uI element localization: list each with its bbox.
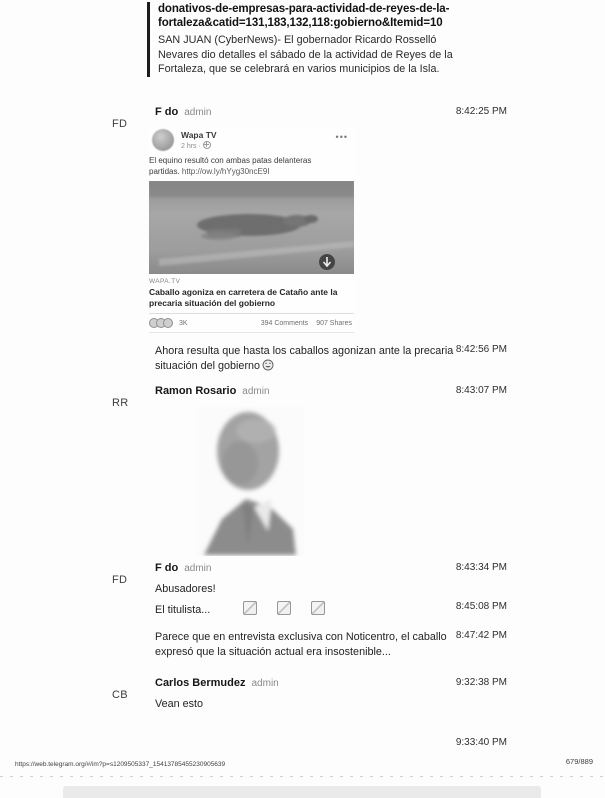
scan-edge-strip xyxy=(63,786,541,798)
sender-name: Carlos Bermudez xyxy=(155,677,246,689)
message-header xyxy=(155,562,211,574)
message-text xyxy=(155,601,325,618)
reaction-count: 3K xyxy=(179,319,188,327)
comments-count: 394 Comments xyxy=(260,319,309,327)
sender-role: admin xyxy=(251,678,279,689)
timestamp: 8:43:07 PM xyxy=(455,385,507,396)
avatar: FD xyxy=(112,574,128,586)
missing-emoji-box-icon xyxy=(243,601,257,615)
timestamp: 8:47:42 PM xyxy=(455,630,507,641)
avatar: CB xyxy=(112,689,128,701)
sender-name: F do xyxy=(155,562,179,574)
avatar: RR xyxy=(112,397,129,409)
wapa-tv-avatar xyxy=(152,129,174,151)
globe-icon xyxy=(203,141,211,149)
sender-role: admin xyxy=(184,107,212,118)
facebook-post-header xyxy=(149,127,354,154)
facebook-post-text xyxy=(149,156,344,177)
message-text: Vean esto xyxy=(155,698,204,710)
message-body: El titulista... xyxy=(155,604,211,616)
comments-shares xyxy=(261,320,352,327)
facebook-post-stats xyxy=(149,313,354,333)
avatar: FD xyxy=(112,118,128,130)
facebook-link-source: WAPA.TV xyxy=(149,278,181,285)
sender-name: F do xyxy=(155,106,179,118)
article-url-fragment: donativos-de-empresas-para-actividad-de-reyes-de-la-fortaleza&catid=131,183,132,118:gobierno&Itemid=10 xyxy=(158,3,450,29)
message-text: Parece que en entrevista exclusiva con Noticentro, el caballo expresó que la situación actual era insostenible... xyxy=(155,631,447,658)
message-text: Abusadores! xyxy=(155,583,216,595)
sender-name: Ramon Rosario xyxy=(155,385,237,397)
facebook-post-meta xyxy=(181,141,211,150)
print-footer-url: https://web.telegram.org/#/im?p=s1209505337_15413785455230905639 xyxy=(15,761,226,768)
post-text: El equino resultó con ambas patas delanteras partidas. xyxy=(149,156,312,176)
shares-count: 907 Shares xyxy=(316,319,352,327)
post-menu-dots-icon[interactable]: ••• xyxy=(335,132,348,142)
laughing-emoji-icon xyxy=(262,359,274,376)
article-summary: SAN JUAN (CyberNews)- El gobernador Ricardo Rosselló Nevares dio detalles el sábado de la actividad de Reyes de la Fortaleza, que se celebrará en varios municipios de la Isla. xyxy=(158,34,453,75)
facebook-link-headline: Caballo agoniza en carretera de Cataño ante la precaria situación del gobierno xyxy=(149,287,338,308)
timestamp: 9:33:40 PM xyxy=(455,737,507,748)
timestamp: 8:42:56 PM xyxy=(455,344,507,355)
timestamp: 8:43:34 PM xyxy=(455,562,507,573)
reaction-icons xyxy=(149,318,170,328)
missing-emoji-box-icon xyxy=(277,601,291,615)
facebook-post-card xyxy=(149,127,354,333)
portrait-photo xyxy=(196,407,304,556)
print-page-number: 679/889 xyxy=(565,757,593,766)
sender-role: admin xyxy=(184,563,212,574)
facebook-page-name: Wapa TV xyxy=(181,130,217,140)
timestamp: 9:32:38 PM xyxy=(455,677,507,688)
message-text xyxy=(155,344,457,376)
post-time: 2 hrs · xyxy=(181,143,201,150)
message-header xyxy=(155,385,270,397)
message-header xyxy=(155,677,279,689)
scan-artifact-line xyxy=(0,776,605,777)
missing-emoji-box-icon xyxy=(311,601,325,615)
horse-photo xyxy=(149,181,354,274)
post-link[interactable]: http://ow.ly/hYyg30ncE9I xyxy=(181,166,270,176)
download-badge-icon[interactable] xyxy=(319,254,335,270)
article-link-preview xyxy=(147,2,476,77)
message-body: Ahora resulta que hasta los caballos agonizan ante la precaria situación del gobierno xyxy=(155,345,454,372)
timestamp: 8:45:08 PM xyxy=(455,601,507,612)
timestamp: 8:42:25 PM xyxy=(455,106,507,117)
sender-role: admin xyxy=(242,386,270,397)
message-header xyxy=(155,106,211,118)
